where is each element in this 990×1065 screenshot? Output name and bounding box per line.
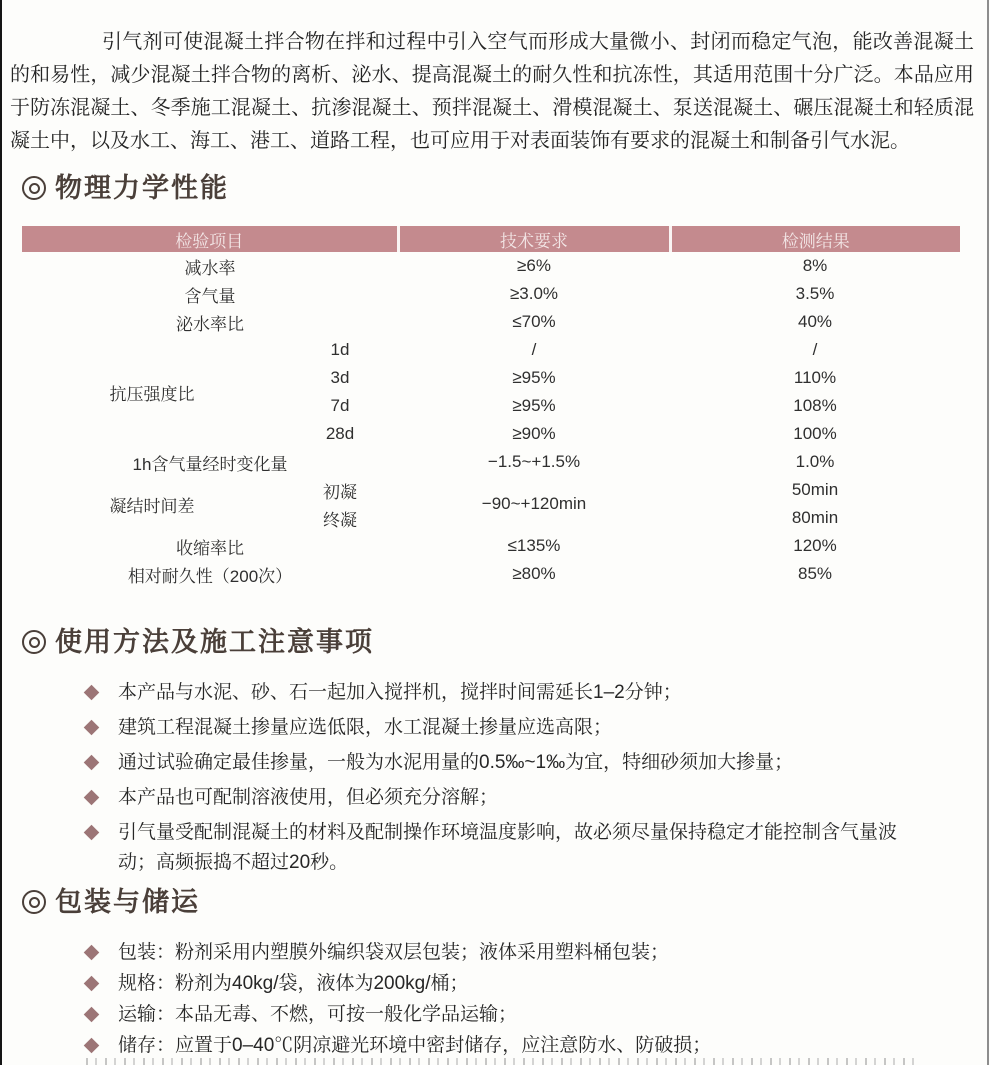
table-cell-requirement: ≥3.0% (509, 284, 559, 303)
table-cell-result: 1.0% (795, 452, 835, 471)
table-row (22, 336, 960, 364)
table-header-cell: 技术要求 (398, 226, 670, 252)
table-row (22, 560, 960, 588)
section-marker-icon (22, 176, 46, 200)
table-cell-requirement: ≤135% (507, 536, 561, 555)
table-cell-result: 80min (791, 508, 839, 527)
list-item-text: 规格：粉剂为40kg/袋，液体为200kg/桶； (118, 973, 469, 994)
table-cell-age: 3d (330, 368, 350, 387)
section-marker-icon (22, 890, 46, 914)
table-row (22, 280, 960, 308)
diamond-bullet-icon (84, 755, 100, 771)
list-item (84, 678, 900, 708)
table-row (22, 476, 960, 504)
table-cell-requirement: / (531, 340, 537, 359)
table-row (22, 252, 960, 280)
usage-bullet-list (84, 678, 900, 878)
table-row (22, 308, 960, 336)
table-cell-item: 减水率 (184, 258, 236, 278)
scan-edge-left (0, 0, 2, 1065)
table-cell-result: 40% (797, 312, 833, 331)
list-item (84, 713, 900, 743)
diamond-bullet-icon (84, 720, 100, 736)
table-cell-result: 100% (793, 424, 837, 443)
list-item (84, 969, 900, 999)
table-cell-result: 50min (791, 480, 839, 499)
list-item-text: 本产品也可配制溶液使用，但必须充分溶解； (118, 787, 499, 808)
table-cell-phase: 初凝 (323, 482, 357, 502)
table-header-cell: 检验项目 (22, 226, 398, 252)
table-cell-item: 凝结时间差 (109, 496, 195, 516)
section-heading-usage (22, 626, 990, 658)
table-cell-requirement: −1.5~+1.5% (487, 452, 581, 471)
table-cell-result: 3.5% (795, 284, 835, 303)
section-marker-icon (22, 630, 46, 654)
table-cell-age: 7d (330, 396, 350, 415)
table-cell-result: 85% (797, 564, 833, 583)
table-row (22, 532, 960, 560)
physical-properties-table (22, 226, 960, 588)
table-cell-item: 泌水率比 (176, 314, 244, 334)
list-item-text: 包装：粉剂采用内塑膜外编织袋双层包装；液体采用塑料桶包装； (118, 942, 670, 963)
list-item-text: 储存：应置于0–40℃阴凉避光环境中密封储存，应注意防水、防破损； (118, 1035, 712, 1056)
table-cell-item: 含气量 (184, 286, 236, 306)
table-cell-age: 1d (330, 340, 350, 359)
table-cell-result: 108% (793, 396, 837, 415)
list-item (84, 818, 900, 878)
diamond-bullet-icon (84, 976, 100, 992)
diamond-bullet-icon (84, 825, 100, 841)
table-cell-item: 相对耐久性（200次） (127, 566, 293, 586)
table-cell-requirement: ≥95% (512, 368, 556, 387)
section-title: 包装与储运 (55, 887, 200, 917)
scan-edge-right (987, 0, 989, 1065)
table-cell-item: 1h含气量经时变化量 (132, 454, 288, 474)
table-cell-item: 抗压强度比 (109, 384, 195, 404)
table-cell-item: 收缩率比 (176, 538, 244, 558)
list-item-text: 本产品与水泥、砂、石一起加入搅拌机，搅拌时间需延长1–2分钟； (118, 682, 682, 703)
list-item-text: 运输：本品无毒、不燃，可按一般化学品运输； (118, 1004, 518, 1025)
table-cell-result: / (812, 340, 818, 359)
section-heading-physical (22, 172, 990, 204)
table-header-row (22, 226, 960, 252)
intro-paragraph: 引气剂可使混凝土拌合物在拌和过程中引入空气而形成大量微小、封闭而稳定气泡，能改善混凝土的和易性，减少混凝土拌合物的离析、泌水、提高混凝土的耐久性和抗冻性，其适用范围十分广泛。本品应用于防冻混凝土、冬季施工混凝土、抗渗混凝土、预拌混凝土、滑模混凝土、泵送混凝土、碾压混凝土和轻质混凝土中，以及水工、海工、港工、道路工程，也可应用于对表面装饰有要求的混凝土和制备引气水泥。 (10, 31, 974, 152)
table-row (22, 448, 960, 476)
table-cell-result: 110% (793, 368, 837, 387)
table-cell-requirement: ≥80% (512, 564, 556, 583)
list-item-text: 通过试验确定最佳掺量，一般为水泥用量的0.5‰~1‰为宜，特细砂须加大掺量； (118, 752, 794, 773)
diamond-bullet-icon (84, 685, 100, 701)
table-cell-requirement: −90~+120min (481, 494, 587, 513)
table-cell-requirement: ≥90% (512, 424, 556, 443)
table-header-cell: 检测结果 (670, 226, 960, 252)
list-item-text: 建筑工程混凝土掺量应选低限，水工混凝土掺量应选高限； (118, 717, 613, 738)
list-item-text: 引气量受配制混凝土的材料及配制操作环境温度影响，故必须尽量保持稳定才能控制含气量波动；高频振捣不超过20秒。 (118, 822, 898, 873)
diamond-bullet-icon (84, 1007, 100, 1023)
table-cell-requirement: ≤70% (512, 312, 556, 331)
diamond-bullet-icon (84, 945, 100, 961)
list-item (84, 748, 900, 778)
table-cell-requirement: ≥6% (517, 256, 551, 275)
section-heading-packing (22, 886, 990, 918)
packing-bullet-list (84, 938, 900, 1061)
section-title: 使用方法及施工注意事项 (55, 627, 374, 657)
table-cell-result: 120% (793, 536, 837, 555)
table-cell-age: 28d (325, 424, 355, 443)
diamond-bullet-icon (84, 1038, 100, 1054)
list-item (84, 1031, 900, 1061)
cut-off-text-line (86, 1058, 916, 1065)
section-title: 物理力学性能 (55, 173, 229, 203)
list-item (84, 938, 900, 968)
list-item (84, 783, 900, 813)
table-cell-requirement: ≥95% (512, 396, 556, 415)
table-cell-phase: 终凝 (323, 510, 357, 530)
table-cell-result: 8% (802, 256, 828, 275)
list-item (84, 1000, 900, 1030)
diamond-bullet-icon (84, 790, 100, 806)
